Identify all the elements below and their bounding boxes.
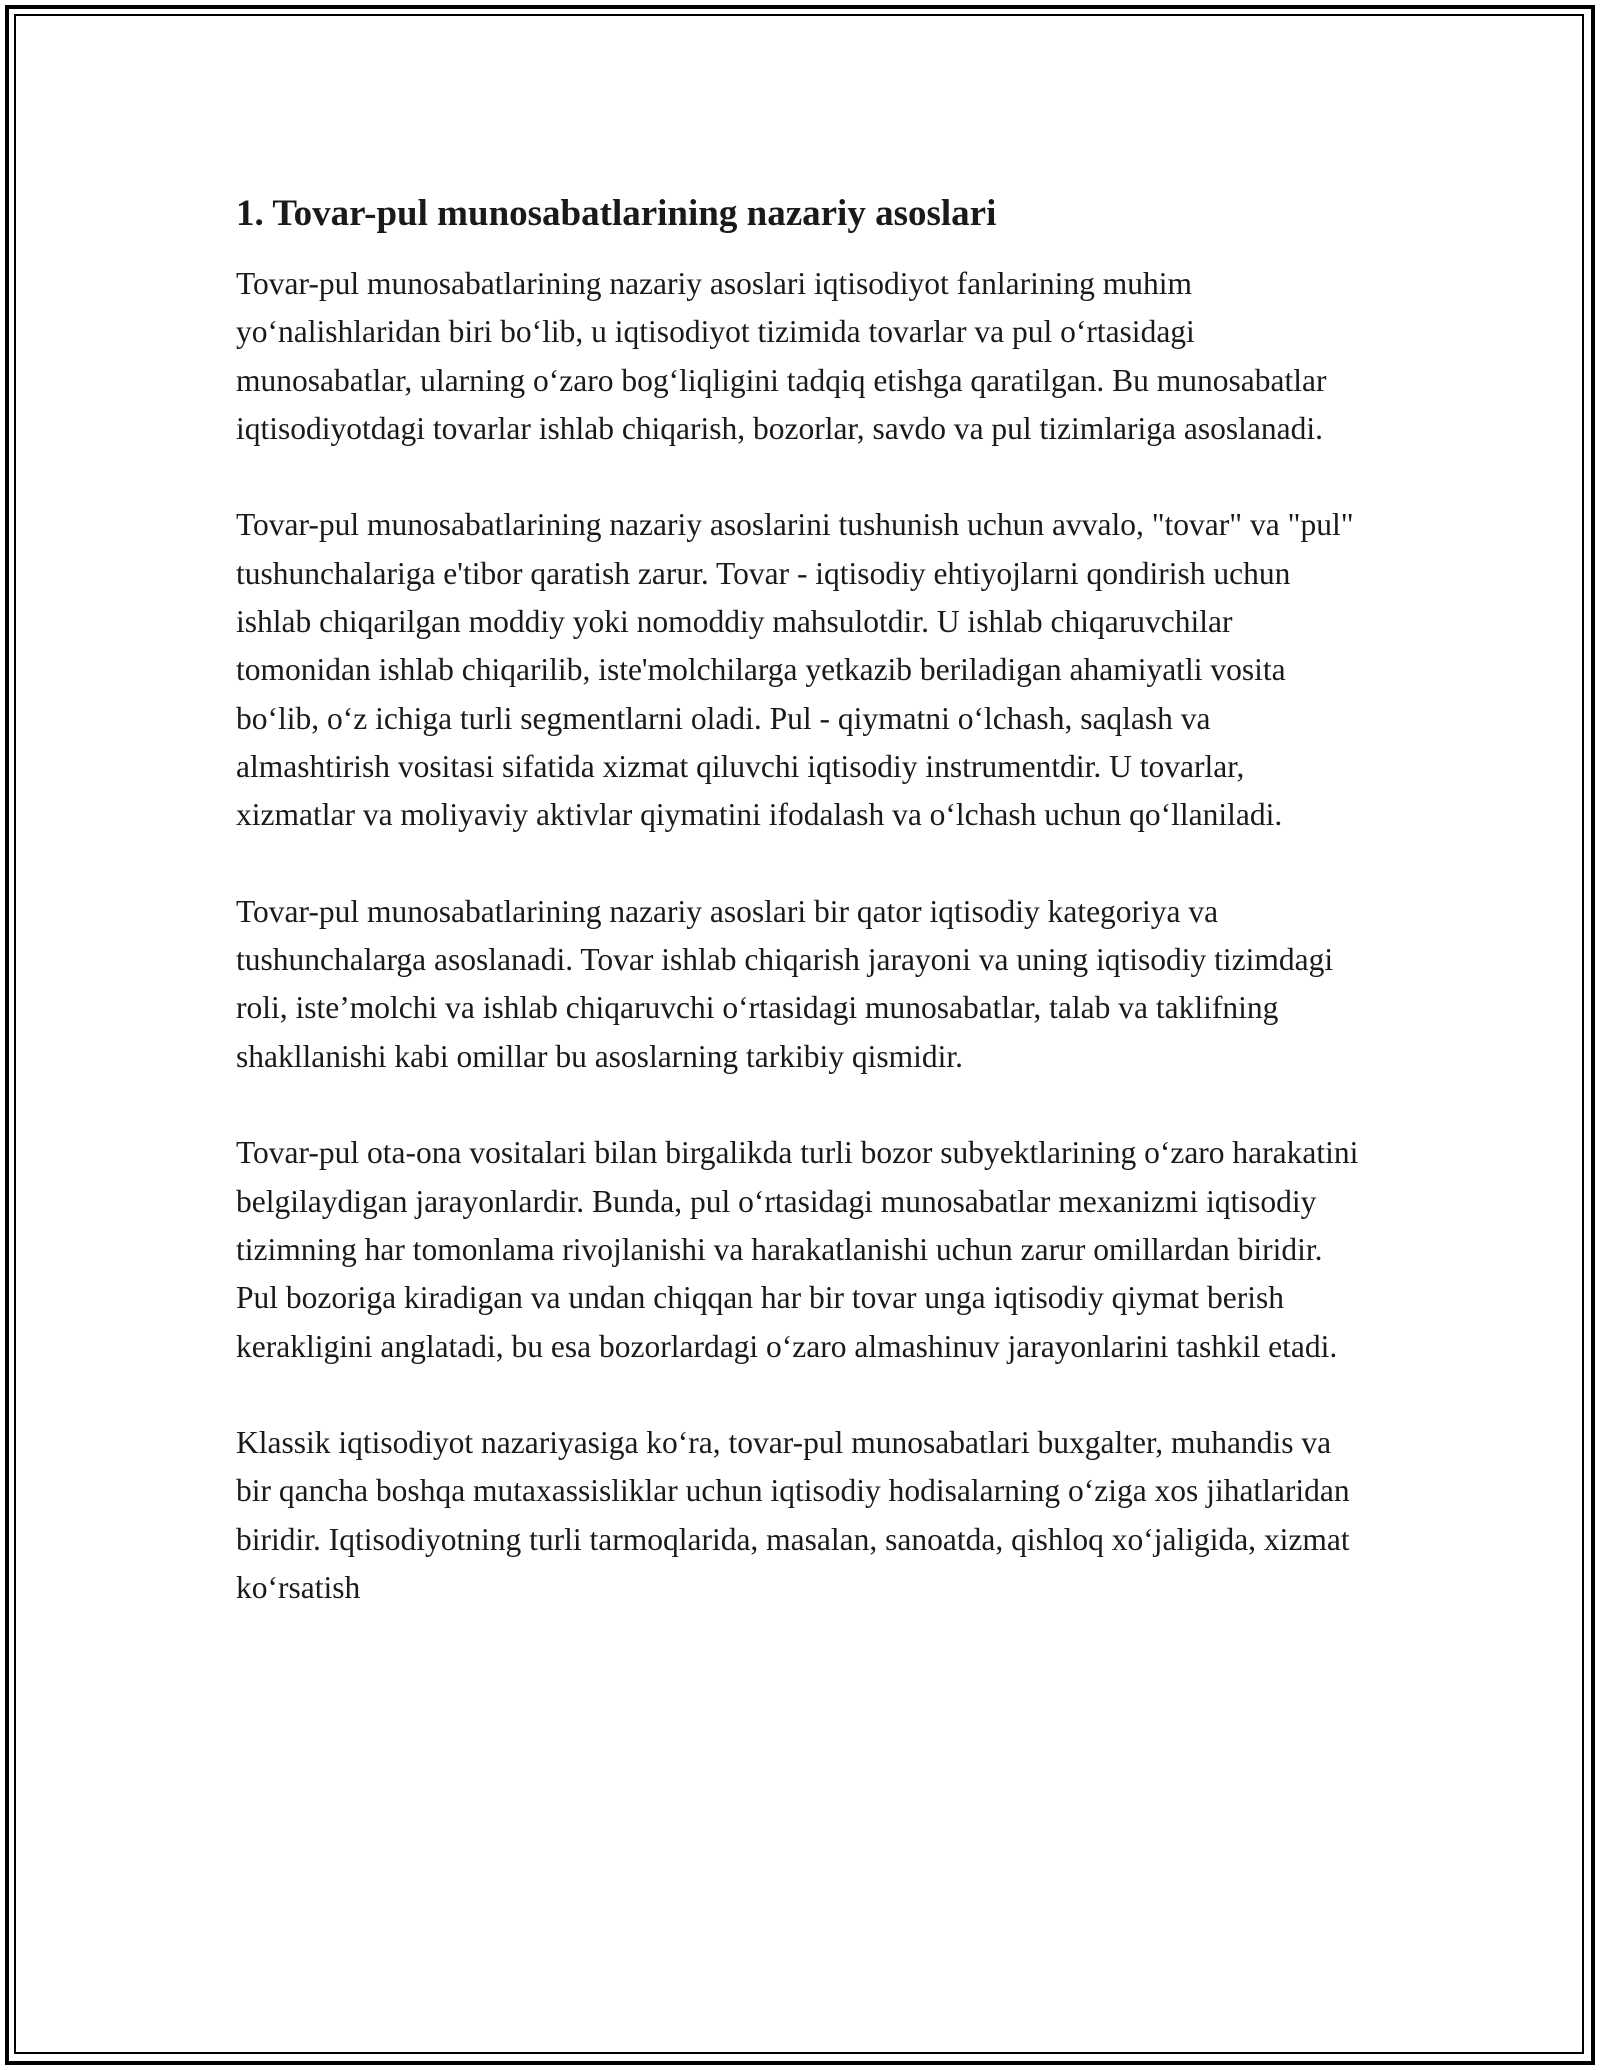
- document-body: [236, 186, 1366, 1661]
- paragraph-5: Klassik iqtisodiyot nazariyasiga ko‘ra, tovar-pul munosabatlari buxgalter, muhandis va bir qancha boshqa mutaxassisliklar uchun iqtisodiy hodisalarning o‘ziga xos jihatlaridan biridir. Iqtisodiyotning turli tarmoqlarida, masalan, sanoatda, qishloq xo‘jaligida, xizmat ko‘rsatish: [236, 1425, 1350, 1606]
- paragraph-4: Tovar-pul ota-ona vositalari bilan birgalikda turli bozor subyektlarining o‘zaro harakatini belgilaydigan jarayonlardir. Bunda, pul o‘rtasidagi munosabatlar mexanizmi iqtisodiy tizimning har tomonlama rivojlanishi va harakatlanishi uchun zarur omillardan biridir. Pul bozoriga kiradigan va undan chiqqan har bir tovar unga iqtisodiy qiymat berish kerakligini anglatadi, bu esa bozorlardagi o‘zaro almashinuv jarayonlarini tashkil etadi.: [236, 1135, 1359, 1364]
- paragraph-1: Tovar-pul munosabatlarining nazariy asoslari iqtisodiyot fanlarining muhim yo‘nalishlaridan biri bo‘lib, u iqtisodiyot tizimida tovarlar va pul o‘rtasidagi munosabatlar, ularning o‘zaro bog‘liqligini tadqiq etishga qaratilgan. Bu munosabatlar iqtisodiyotdagi tovarlar ishlab chiqarish, bozorlar, savdo va pul tizimlariga asoslanadi.: [236, 266, 1327, 446]
- paragraph-2: Tovar-pul munosabatlarining nazariy asoslarini tushunish uchun avvalo, "tovar" va "pul" tushunchalariga e'tibor qaratish zarur. Tovar - iqtisodiy ehtiyojlarni qondirish uchun ishlab chiqarilgan moddiy yoki nomoddiy mahsulotdir. U ishlab chiqaruvchilar tomonidan ishlab chiqarilib, iste'molchilarga yetkazib beriladigan ahamiyatli vosita bo‘lib, o‘z ichiga turli segmentlarni oladi. Pul - qiymatni o‘lchash, saqlash va almashtirish vositasi sifatida xizmat qiluvchi iqtisodiy instrumentdir. U tovarlar, xizmatlar va moliyaviy aktivlar qiymatini ifodalash va o‘lchash uchun qo‘llaniladi.: [236, 507, 1354, 833]
- section-heading: 1. Tovar-pul munosabatlarining nazariy asoslari: [236, 193, 997, 234]
- paragraph-3: Tovar-pul munosabatlarining nazariy asoslari bir qator iqtisodiy kategoriya va tushunchalarga asoslanadi. Tovar ishlab chiqarish jarayoni va uning iqtisodiy tizimdagi roli, iste’molchi va ishlab chiqaruvchi o‘rtasidagi munosabatlar, talab va taklifning shakllanishi kabi omillar bu asoslarning tarkibiy qismidir.: [236, 893, 1334, 1074]
